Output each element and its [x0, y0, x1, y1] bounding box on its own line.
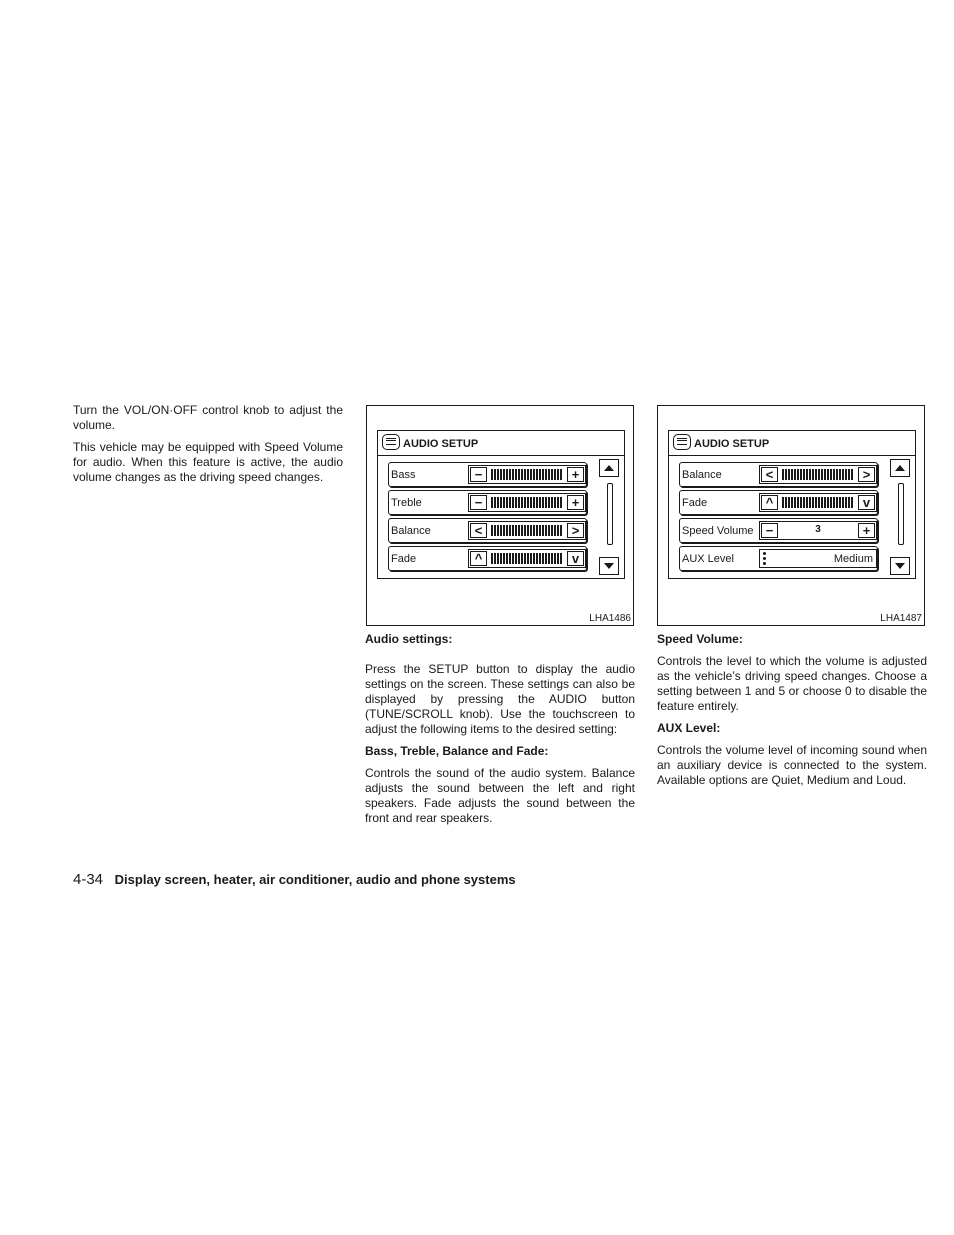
audio-setup-screen: [377, 430, 625, 579]
screen-title: AUDIO SETUP: [403, 438, 479, 450]
setting-row-treble[interactable]: [388, 490, 587, 515]
options-dots-icon: [762, 551, 768, 566]
decrease-button[interactable]: −: [470, 467, 487, 482]
speed-volume-intro-paragraph: This vehicle may be equipped with Speed Volume for audio. When this feature is active, the audio volume changes as the driving speed changes.: [73, 440, 343, 484]
setting-row-balance[interactable]: [388, 518, 587, 543]
figure-code: LHA1487: [880, 613, 922, 624]
setting-row-speed-volume[interactable]: [679, 518, 878, 543]
setting-row-fade[interactable]: [679, 490, 878, 515]
screen-title-bar: [669, 431, 915, 456]
bass-treble-heading: Bass, Treble, Balance and Fade:: [365, 744, 549, 758]
screen-title: AUDIO SETUP: [694, 438, 770, 450]
section-title: Display screen, heater, air conditioner, audio and phone systems: [114, 872, 516, 887]
volume-paragraph: Turn the VOL/ON·OFF control knob to adjust the volume.: [73, 403, 343, 432]
setting-row-aux-level[interactable]: [679, 546, 878, 571]
setting-row-fade[interactable]: [388, 546, 587, 571]
bass-treble-paragraph: Controls the sound of the audio system. Balance adjusts the sound between the left and right speakers. Fade adjusts the sound between the front and rear speakers.: [365, 766, 635, 825]
left-button[interactable]: <: [470, 523, 487, 538]
row-label: Fade: [391, 553, 417, 565]
row-label: Balance: [682, 469, 722, 481]
aux-level-heading: AUX Level:: [657, 721, 721, 735]
left-column: [73, 403, 343, 492]
level-bar: [491, 497, 563, 508]
scroll-down-icon[interactable]: [890, 557, 910, 575]
speed-volume-paragraph: Controls the level to which the volume is adjusted as the vehicle’s driving speed changes. Choose a setting between 1 and 5 or choose 0 to disable the feature entirely.: [657, 654, 927, 713]
audio-settings-paragraph: Press the SETUP button to display the audio settings on the screen. These settings can also be displayed by pressing the AUDIO button (TUNE/SCROLL knob). Use the touchscreen to adjust the following items to the desired setting:: [365, 662, 635, 736]
menu-icon: [382, 434, 400, 450]
scroll-up-icon[interactable]: [599, 459, 619, 477]
scroll-track[interactable]: [898, 483, 904, 545]
setting-row-balance[interactable]: [679, 462, 878, 487]
level-bar: [782, 469, 854, 480]
row-label: AUX Level: [682, 553, 734, 565]
row-label: Speed Volume: [682, 525, 754, 537]
row-label: Balance: [391, 525, 431, 537]
fade-slider[interactable]: [759, 493, 877, 512]
rear-button[interactable]: v: [858, 495, 875, 510]
right-button[interactable]: >: [567, 523, 584, 538]
scrollbar[interactable]: [889, 458, 913, 576]
increase-button[interactable]: +: [567, 495, 584, 510]
setting-row-bass[interactable]: [388, 462, 587, 487]
row-label: Treble: [391, 497, 422, 509]
treble-slider[interactable]: [468, 493, 586, 512]
page-footer: [73, 871, 516, 888]
speed-volume-stepper[interactable]: [759, 521, 877, 540]
row-label: Fade: [682, 497, 708, 509]
aux-level-value: Medium: [833, 553, 873, 565]
figure-code: LHA1486: [589, 613, 631, 624]
aux-level-selector[interactable]: [759, 549, 877, 568]
screen-title-bar: [378, 431, 624, 456]
speed-volume-heading: Speed Volume:: [657, 632, 743, 646]
audio-setup-screen: [668, 430, 916, 579]
level-bar: [491, 469, 563, 480]
scroll-track[interactable]: [607, 483, 613, 545]
scroll-down-icon[interactable]: [599, 557, 619, 575]
row-label: Bass: [391, 469, 416, 481]
aux-level-paragraph: Controls the volume level of incoming sound when an auxiliary device is connected to the system. Available options are Quiet, Medium and Loud.: [657, 743, 927, 787]
right-column: [657, 632, 927, 795]
front-button[interactable]: ^: [470, 551, 487, 566]
rear-button[interactable]: v: [567, 551, 584, 566]
scroll-up-icon[interactable]: [890, 459, 910, 477]
audio-settings-heading: Audio settings:: [365, 632, 453, 646]
balance-slider[interactable]: [468, 521, 586, 540]
audio-setup-figure-2: [657, 405, 925, 626]
scrollbar[interactable]: [598, 458, 622, 576]
increase-button[interactable]: +: [858, 523, 875, 538]
balance-slider[interactable]: [759, 465, 877, 484]
bass-slider[interactable]: [468, 465, 586, 484]
right-button[interactable]: >: [858, 467, 875, 482]
fade-slider[interactable]: [468, 549, 586, 568]
speed-volume-value: 3: [815, 524, 821, 535]
page-number: 4-34: [73, 871, 104, 888]
level-bar: [782, 497, 854, 508]
level-bar: [491, 553, 563, 564]
menu-icon: [673, 434, 691, 450]
level-bar: [491, 525, 563, 536]
increase-button[interactable]: +: [567, 467, 584, 482]
front-button[interactable]: ^: [761, 495, 778, 510]
decrease-button[interactable]: −: [470, 495, 487, 510]
audio-setup-figure-1: [366, 405, 634, 626]
middle-column: [365, 632, 635, 833]
decrease-button[interactable]: −: [761, 523, 778, 538]
left-button[interactable]: <: [761, 467, 778, 482]
